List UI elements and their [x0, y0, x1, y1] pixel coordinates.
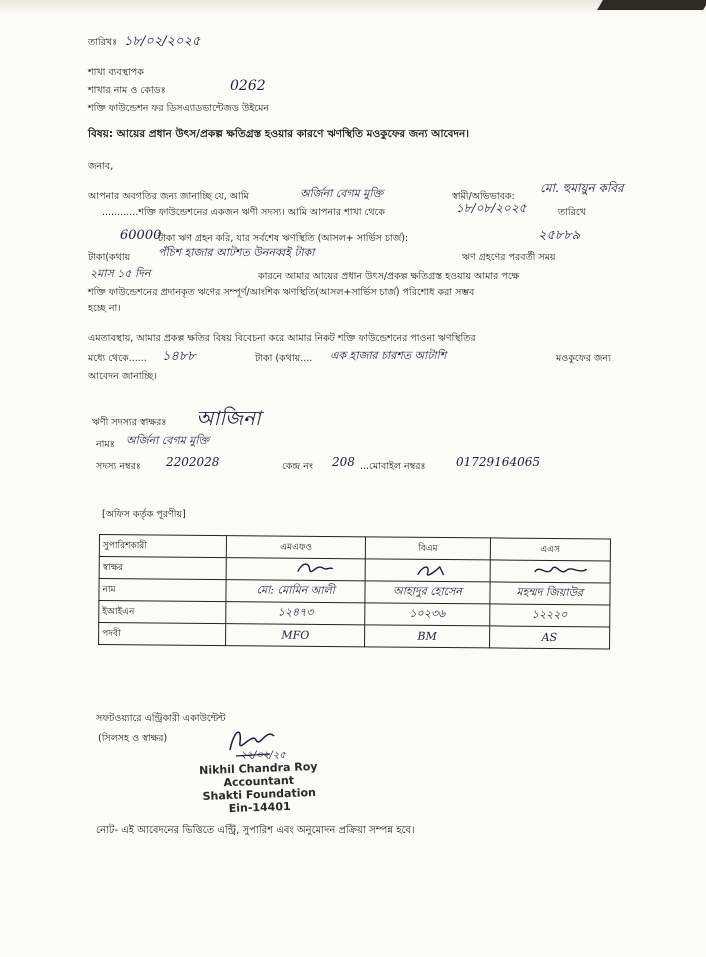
- manager-label: শাখা ব্যবস্থাপক: [88, 67, 144, 78]
- accountant-title: সফটওয়্যারে এন্ট্রিকারী একাউন্টেন্ট: [96, 713, 226, 724]
- member-signature: আজিনা: [196, 406, 261, 430]
- body-text: আবেদন জানাচ্ছি।: [88, 371, 157, 382]
- salutation: জনাব,: [88, 161, 114, 172]
- member-name: অর্জিনা বেগম মুক্তি: [126, 434, 210, 447]
- mobile-label: ...মোবাইল নম্বরঃ: [360, 461, 426, 472]
- table-cell: [489, 626, 610, 649]
- member-number-label: সদস্য নম্বরঃ: [96, 461, 141, 472]
- loan-amount-handwritten: 60000: [120, 228, 162, 243]
- body-text: স্বামী/অভিভাবক:: [452, 191, 515, 202]
- body-text: তারিখে: [558, 207, 586, 218]
- accountant-sub: (সিলসহ ও স্বাক্ষর): [98, 733, 168, 744]
- body-text: টাকা ঋণ গ্রহন করি, যার সর্বশেষ ঋণস্থিতি (আসল+ সার্ভিস চার্জ):: [158, 233, 409, 244]
- table-cell: বিএম: [366, 537, 490, 560]
- body-text: এমতাবস্থায়, আমার প্রকল্প ক্ষতির বিষয় বিবেচনা করে আমার নিকট শক্তি ফাউন্ডেশনের পাওনা ঋণস্থিতির: [88, 333, 476, 344]
- as-ein: ১২২২০: [531, 607, 568, 622]
- member-number: 2202028: [166, 455, 220, 469]
- mfo-designation: MFO: [281, 628, 310, 642]
- body-text: ............শক্তি ফাউন্ডেশনের একজন ঋণী সদস্য। আমি আপনার শাখা থেকে: [102, 207, 385, 218]
- body-text: কারনে আমার আয়ের প্রধান উৎস/প্রকল্প ক্ষতিগ্রস্ত হওয়ায় আমার পক্ষে: [258, 271, 520, 282]
- member-name-handwritten: অর্জিনা বেগম মুক্তি: [300, 187, 384, 200]
- as-name: মহম্মদ জিয়াউর: [516, 585, 584, 600]
- bm-name: আহাদুর হোসেন: [393, 584, 462, 599]
- waiver-amount-handwritten: ১৪৮৮: [162, 349, 196, 364]
- table-cell: [366, 559, 490, 582]
- member-name-label: নামঃ: [96, 439, 115, 450]
- as-signature-icon: [530, 562, 590, 581]
- subject-line: বিষয়: আয়ের প্রধান উৎস/প্রকল্প ক্ষতিগ্রস্ত হওয়ার কারণে ঋণস্থিতি মওকুফের জন্য আবেদন।: [88, 128, 470, 140]
- table-cell: এএস: [490, 538, 611, 561]
- husband-name-handwritten: মো. হুমায়ুন কবির: [540, 181, 624, 195]
- mfo-name: মো: মোমিন আলী: [256, 583, 335, 598]
- table-cell: [226, 580, 366, 603]
- branch-value: 0262: [230, 78, 266, 94]
- table-cell: [226, 624, 366, 647]
- table-cell: নাম: [99, 579, 226, 602]
- table-cell: ইআইএন: [99, 601, 226, 624]
- date-value: ১৮/০২/২০২৫: [124, 34, 201, 49]
- table-cell: [365, 603, 489, 626]
- background-corner: [597, 0, 706, 10]
- table-row: [99, 623, 610, 649]
- table-cell: এমএফও: [226, 536, 366, 559]
- waiver-words-handwritten: এক হাজার চারশত আটাশি: [330, 349, 447, 362]
- period-handwritten: ২মাস ১৫ দিন: [90, 267, 151, 280]
- mobile-number: 01729164065: [456, 455, 540, 469]
- table-cell: [489, 582, 610, 605]
- table-cell: স্বাক্ষর: [99, 557, 226, 580]
- stamp-name: Nikhil Chandra Roy: [198, 759, 318, 778]
- bm-ein: ১০২৩৬: [409, 606, 446, 621]
- member-signature-label: ঋণী সদস্যর স্বাক্ষরঃ: [92, 417, 167, 428]
- body-text: হচ্ছে না।: [88, 303, 121, 314]
- table-cell: [365, 625, 489, 648]
- loan-date-handwritten: ১৮/০৮/২০২৫: [456, 201, 527, 215]
- center-number: 208: [332, 455, 355, 469]
- mfo-ein: ১২৪৭৩: [277, 605, 314, 619]
- date-label: তারিখঃ: [88, 37, 118, 48]
- office-caption: [অফিস কর্তৃক পূরণীয়]: [102, 509, 186, 520]
- stamp-org: Shakti Foundation: [202, 786, 317, 803]
- table-cell: [489, 604, 610, 627]
- foundation-label: শক্তি ফাউন্ডেশন ফর ডিসএ্যাডভান্টেজড উইমেন: [88, 103, 270, 114]
- accountant-sign-date: ২২/০২/২৫: [240, 750, 286, 761]
- accountant-stamp: [193, 760, 325, 817]
- mfo-signature-icon: [295, 560, 335, 578]
- branch-label: শাখার নাম ও কোডঃ: [88, 85, 166, 96]
- stamp-role: Accountant: [223, 773, 295, 790]
- body-text: ঋণ গ্রহণের পরবর্তী সময়: [462, 252, 556, 263]
- table-cell: [490, 560, 611, 583]
- footer-note: নোট- এই আবেদনের ভিত্তিতে এন্ট্রি, সুপারিশ এবং অনুমোদন প্রক্রিয়া সম্পন্ন হবে।: [96, 825, 415, 836]
- balance-handwritten: ২৫৮৮৯: [538, 228, 581, 243]
- bm-signature-icon: [414, 561, 454, 579]
- body-text: টাকা (কথায়....: [255, 353, 313, 364]
- body-text: আপনার অবগতির জন্য জানাচ্ছি যে, আমি: [88, 191, 249, 202]
- table-cell: [226, 602, 366, 625]
- body-text: মধ্যে থেকে......: [88, 353, 147, 364]
- bm-designation: BM: [417, 629, 437, 643]
- table-cell: সুপারিশকারী: [99, 535, 226, 558]
- as-designation: AS: [541, 630, 558, 645]
- balance-words-handwritten: পঁচিশ হাজার আটশত উননব্বই টাকা: [158, 246, 315, 259]
- table-cell: পদবী: [99, 623, 226, 646]
- center-label: কেন্দ্র নং: [282, 461, 313, 472]
- body-text: মওকুফের জন্য: [556, 353, 611, 364]
- table-cell: [226, 558, 366, 581]
- office-recommendation-table: [98, 534, 611, 649]
- body-text: টাকা(কথায়: [88, 252, 131, 263]
- table-cell: [365, 581, 489, 604]
- stamp-ein: Ein-14401: [228, 799, 291, 816]
- body-text: শক্তি ফাউন্ডেশনের প্রদানকৃত ঋণের সম্পূর্ণ/আংশিক ঋণস্থিতি(আসল+সার্ভিস চার্জ) পরিশোধ করা সম্ভব: [88, 287, 475, 298]
